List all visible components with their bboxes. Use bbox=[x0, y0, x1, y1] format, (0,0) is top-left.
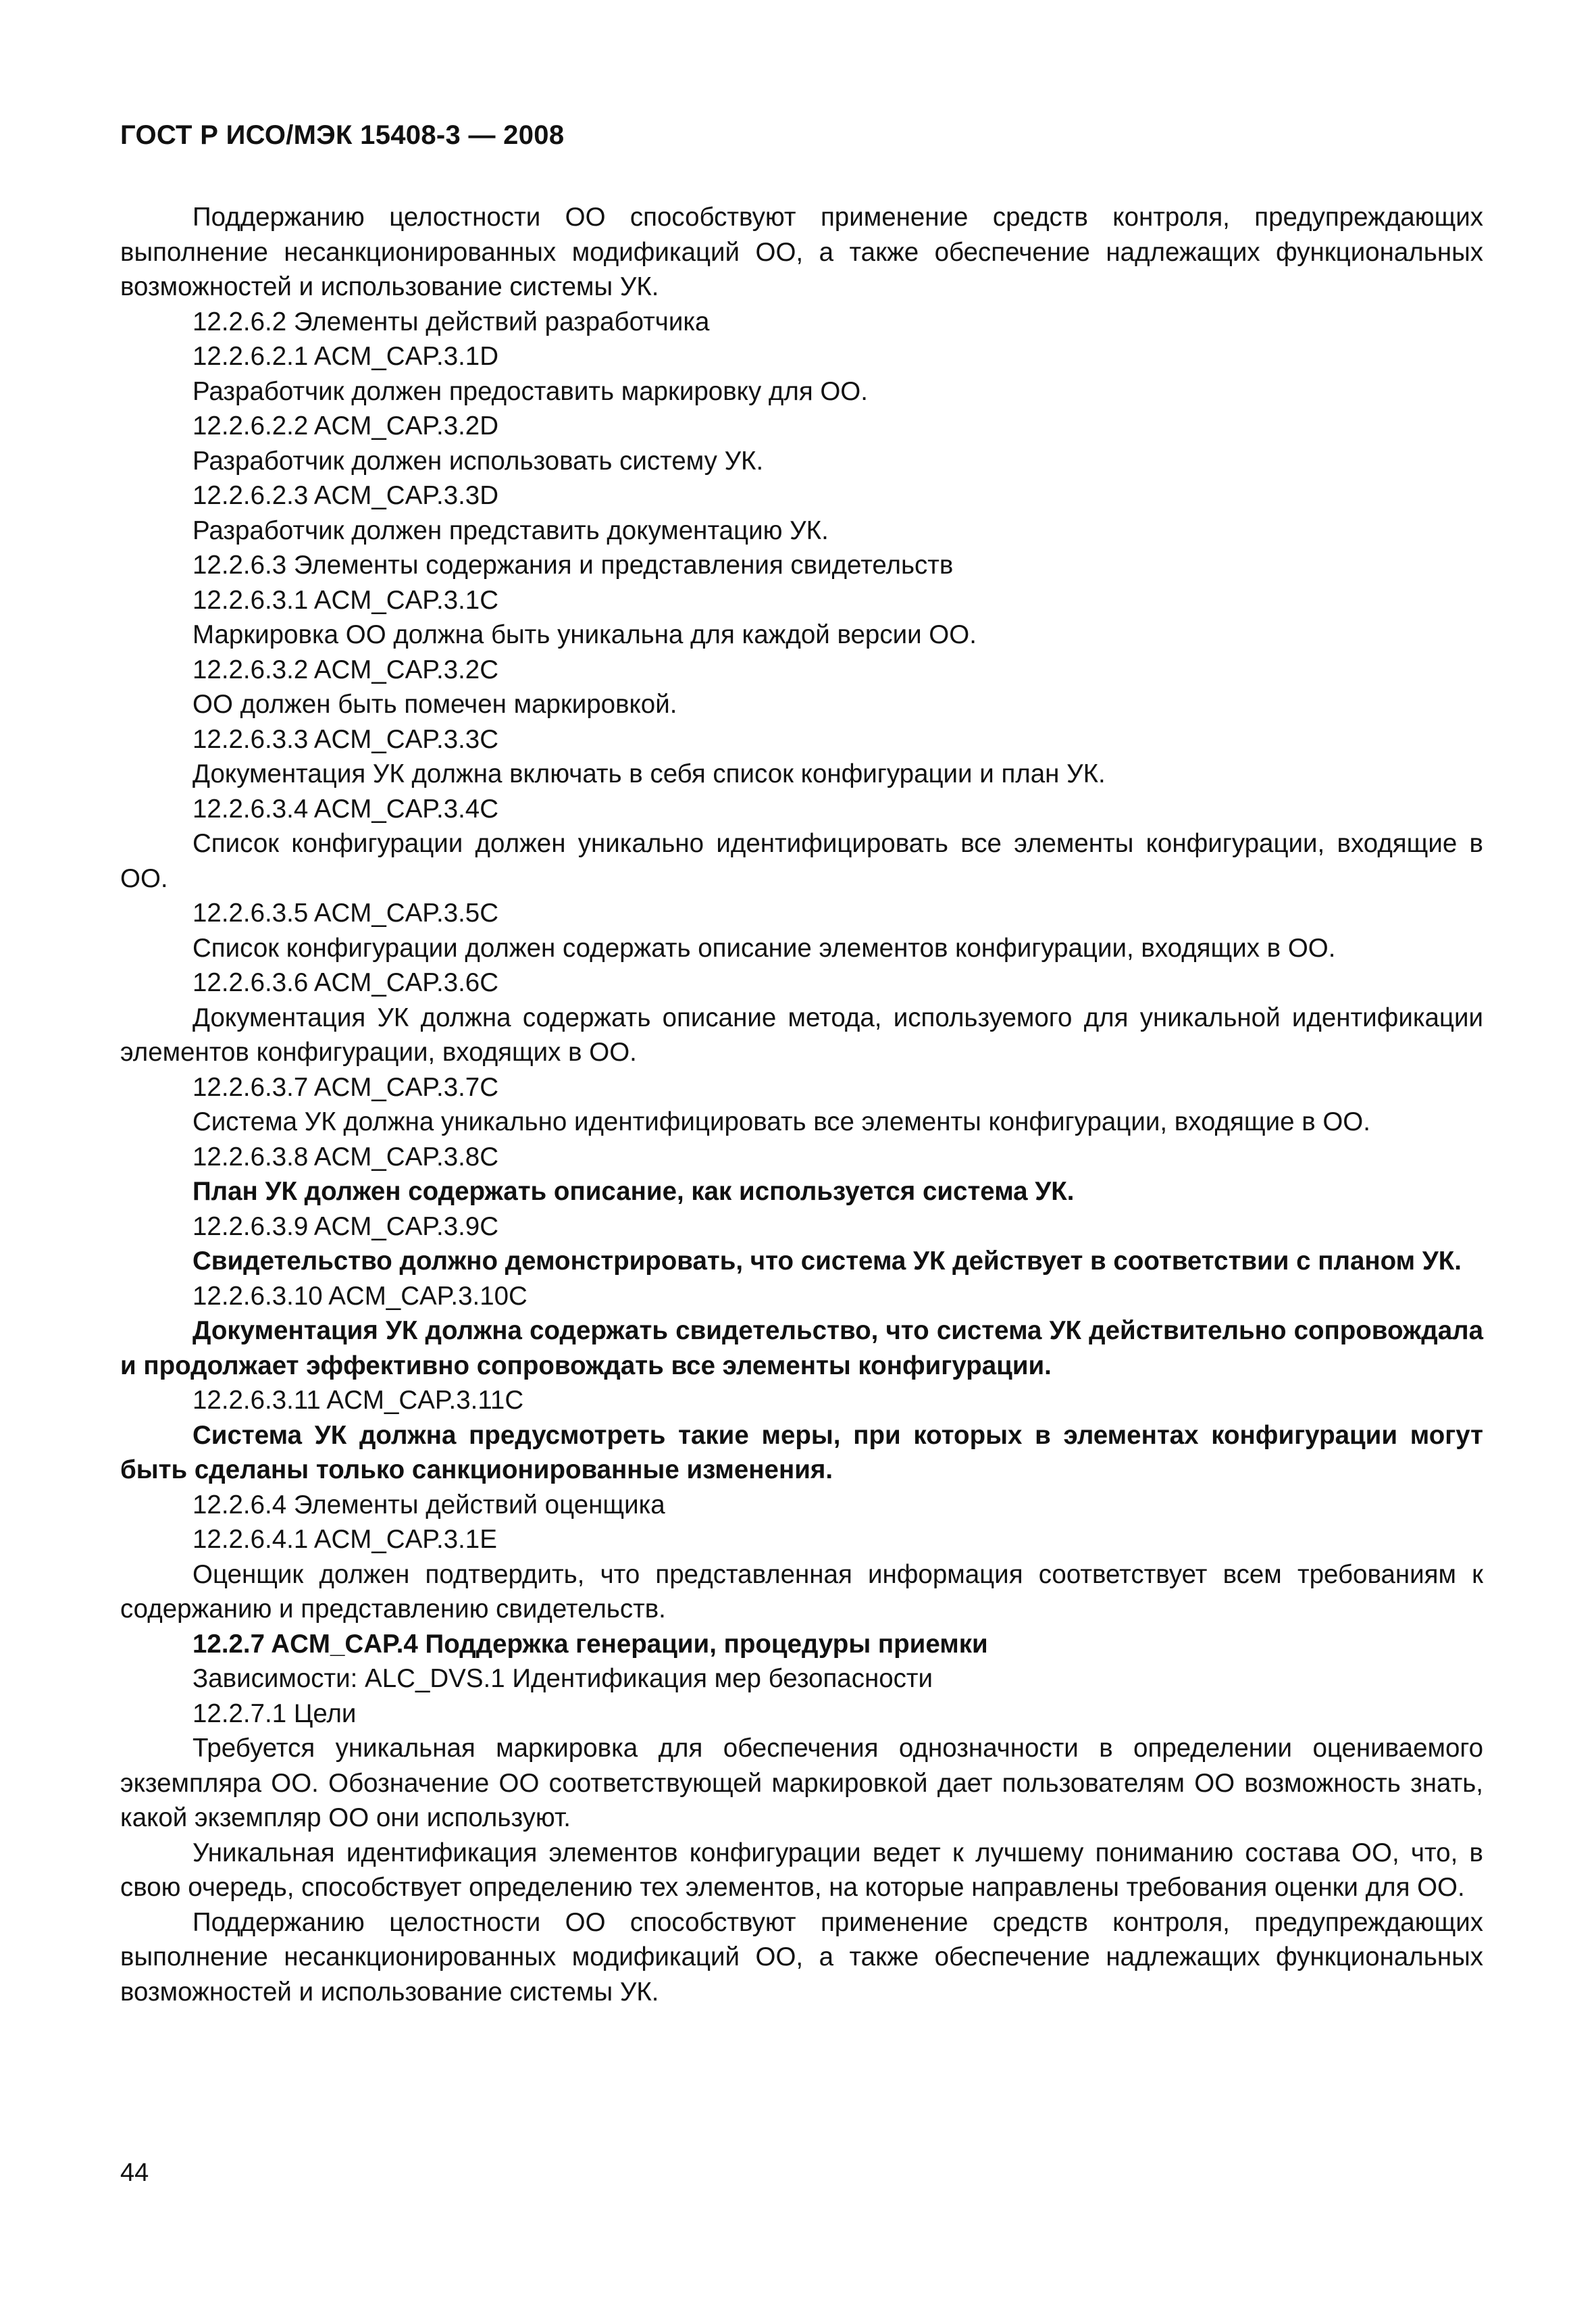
paragraph: 12.2.6.2.3 ACM_CAP.3.3D bbox=[192, 481, 499, 510]
paragraph: 12.2.6.2.2 ACM_CAP.3.2D bbox=[192, 411, 499, 441]
paragraph: Уникальная идентификация элементов конфигурации ведет к лучшему пониманию состава ОО, что, в свою очередь, способствует определению тех элементов, на которые направлены требования оценки для ОО. bbox=[120, 1838, 1483, 1902]
paragraph: 12.2.6.3.10 ACM_CAP.3.10C bbox=[192, 1281, 527, 1311]
paragraph: 12.2.6.3.3 ACM_CAP.3.3C bbox=[192, 724, 499, 754]
paragraph: 12.2.6.3.8 ACM_CAP.3.8C bbox=[192, 1142, 499, 1172]
paragraph: Свидетельство должно демонстрировать, что система УК действует в соответствии с планом УК. bbox=[192, 1247, 1462, 1276]
paragraph: 12.2.6.3.9 ACM_CAP.3.9C bbox=[192, 1211, 499, 1241]
paragraph: Система УК должна предусмотреть такие меры, при которых в элементах конфигурации могут быть сделаны только санкционированные изменения. bbox=[120, 1420, 1483, 1484]
paragraph: 12.2.6.3.1 ACM_CAP.3.1C bbox=[192, 585, 499, 615]
paragraph: Документация УК должна включать в себя список конфигурации и план УК. bbox=[192, 759, 1106, 788]
paragraph: 12.2.6.3.7 ACM_CAP.3.7C bbox=[192, 1072, 499, 1102]
paragraph: Список конфигурации должен содержать описание элементов конфигурации, входящих в ОО. bbox=[192, 933, 1336, 963]
paragraph: Разработчик должен представить документацию УК. bbox=[192, 515, 829, 545]
paragraph: План УК должен содержать описание, как используется система УК. bbox=[192, 1177, 1075, 1206]
paragraph: 12.2.6.3 Элементы содержания и представления свидетельств bbox=[192, 551, 954, 580]
paragraph: Поддержанию целостности ОО способствуют применение средств контроля, предупреждающих выполнение несанкционированных модификаций ОО, а также обеспечение надлежащих функциональных возможностей и использование системы УК. bbox=[120, 1907, 1483, 2007]
paragraph: 12.2.6.4 Элементы действий оценщика bbox=[192, 1490, 665, 1519]
page-number: 44 bbox=[120, 2159, 149, 2187]
paragraph: ОО должен быть помечен маркировкой. bbox=[192, 690, 677, 719]
document-body bbox=[120, 200, 1483, 2009]
paragraph: Маркировка ОО должна быть уникальна для каждой версии ОО. bbox=[192, 620, 977, 649]
paragraph: 12.2.6.3.4 ACM_CAP.3.4C bbox=[192, 794, 499, 824]
paragraph: Разработчик должен использовать систему УК. bbox=[192, 446, 764, 476]
paragraph: 12.2.6.3.5 ACM_CAP.3.5C bbox=[192, 899, 499, 928]
paragraph: Система УК должна уникально идентифицировать все элементы конфигурации, входящие в ОО. bbox=[192, 1107, 1370, 1136]
paragraph: 12.2.6.3.11 ACM_CAP.3.11C bbox=[192, 1386, 524, 1415]
paragraph: Список конфигурации должен уникально идентифицировать все элементы конфигурации, входящие в ОО. bbox=[120, 829, 1483, 893]
paragraph: Поддержанию целостности ОО способствуют применение средств контроля, предупреждающих выполнение несанкционированных модификаций ОО, а также обеспечение надлежащих функциональных возможностей и использование системы УК. bbox=[120, 203, 1483, 301]
paragraph: Документация УК должна содержать свидетельство, что система УК действительно сопровождала и продолжает эффективно сопровождать все элементы конфигурации. bbox=[120, 1316, 1483, 1380]
paragraph: Оценщик должен подтвердить, что представленная информация соответствует всем требованиям к содержанию и представлению свидетельств. bbox=[120, 1559, 1483, 1624]
paragraph: Зависимости: ALC_DVS.1 Идентификация мер безопасности bbox=[192, 1664, 933, 1693]
paragraph: 12.2.6.2 Элементы действий разработчика bbox=[192, 307, 710, 336]
paragraph: Требуется уникальная маркировка для обеспечения однозначности в определении оцениваемого экземпляра ОО. Обозначение ОО соответствующей маркировкой дает пользователям ОО возможность знать, какой экземпляр ОО они используют. bbox=[120, 1734, 1483, 1832]
paragraph: Документация УК должна содержать описание метода, используемого для уникальной идентификации элементов конфигурации, входящих в ОО. bbox=[120, 1003, 1483, 1067]
paragraph: 12.2.6.4.1 ACM_CAP.3.1E bbox=[192, 1525, 497, 1554]
paragraph: 12.2.7.1 Цели bbox=[192, 1699, 357, 1728]
paragraph: Разработчик должен предоставить маркировку для ОО. bbox=[192, 376, 868, 406]
paragraph: 12.2.6.3.6 ACM_CAP.3.6C bbox=[192, 968, 499, 997]
paragraph: 12.2.6.3.2 ACM_CAP.3.2C bbox=[192, 655, 499, 684]
paragraph: 12.2.6.2.1 ACM_CAP.3.1D bbox=[192, 342, 499, 371]
paragraph: 12.2.7 ACM_CAP.4 Поддержка генерации, процедуры приемки bbox=[192, 1629, 988, 1659]
document-header: ГОСТ Р ИСО/МЭК 15408-3 — 2008 bbox=[120, 120, 565, 150]
